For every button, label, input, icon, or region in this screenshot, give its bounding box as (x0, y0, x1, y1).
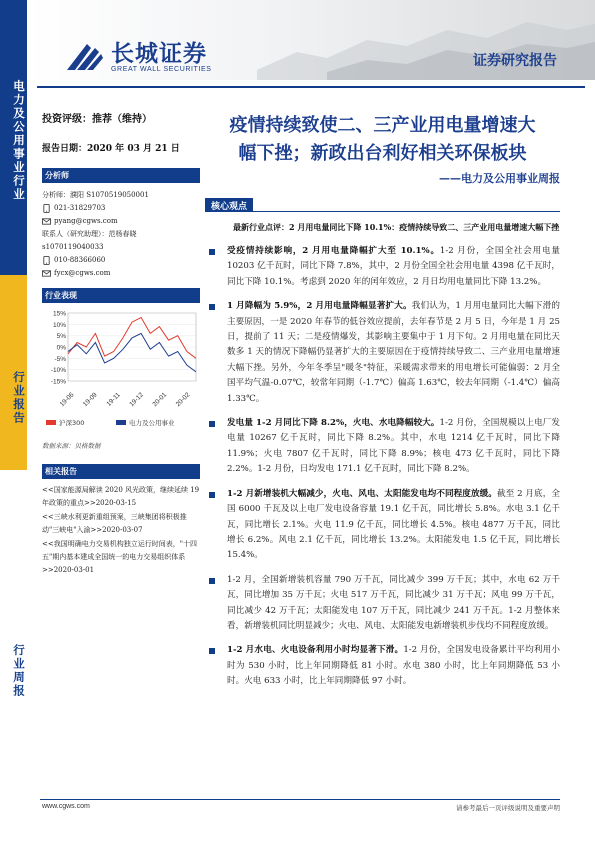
related-section-title: 相关报告 (42, 464, 200, 479)
email-icon (42, 217, 51, 226)
y-tick-label: 10% (52, 321, 66, 329)
bullet-lead: 受疫情持续影响，2 月用电量降幅扩大至 10.1%。 (227, 246, 440, 256)
contact-name: 联系人（研究助理）：范杨春晓 (42, 230, 137, 238)
bullet-item (205, 299, 560, 407)
related-reports-list (42, 484, 200, 577)
industry-performance-chart (42, 307, 200, 437)
bullet-text: 1-2 月份，全国全社会用电量 10203 亿千瓦时，同比下降 7.8%，其中，2 月份全国全社会用电量 4398 亿千瓦时，同比下降 10.1%。考虑到 2020 年的闰年效应，2 月日均用电量同比下降 13.2%。 (227, 246, 560, 287)
investment-rating: 投资评级：推荐（维持） (42, 114, 152, 125)
footer-url[interactable]: www.cgws.com (42, 803, 90, 810)
footer-divider (40, 799, 560, 800)
sidebar-report: 行业报告 (0, 275, 27, 470)
bullet-lead: 发电量 1-2 月同比下降 8.2%，火电、水电降幅较大。 (227, 418, 440, 429)
logo-chinese-name: 长城证券 (111, 40, 207, 67)
report-date: 报告日期：2020 年 03 月 21 日 (42, 144, 180, 154)
y-tick-label: -15% (50, 378, 66, 386)
contact-email (42, 267, 200, 280)
sidebar-industry: 电力及公用事业行业 (0, 0, 27, 275)
vertical-sidebar (0, 0, 27, 841)
bullet-text: 截至 2 月底，全国 6000 千瓦及以上电厂发电设备容量 19.1 亿千瓦，同比增长 5.8%。水电 3.1 亿千瓦，同比增长 2.1%。火电 11.9 亿千瓦，同比增长 4.5%。核电 4877 万千瓦，同比增长 6.2%。风电 2.1 亿千瓦，同比增长 13.2%。太阳能发电 1.5 亿千瓦，同比增长 15.4%。 (227, 488, 560, 561)
report-title (205, 112, 560, 168)
legend-swatch (46, 420, 56, 425)
title-line-2: 幅下挫；新政出台利好相关环保板块 (238, 143, 527, 164)
series-line (68, 333, 196, 372)
bullet-text: 1-2 月份，全国规模以上电厂发电量 10267 亿千瓦时，同比下降 8.2%。其中，水电 1214 亿千瓦时，同比下降 11.9%；火电 7807 亿千瓦时，同比下降 8.9%；核电 473 亿千瓦时，同比下降 2.2%。1-2 月份，日均发电 171.1 亿千瓦时，同比下降 8.2%。 (227, 418, 561, 475)
bullet-square-icon (209, 304, 215, 310)
bullet-square-icon (209, 578, 215, 584)
x-tick-label: 19-06 (58, 391, 76, 409)
phone-icon (42, 204, 51, 213)
title-line-1: 疫情持续致使二、三产业用电量增速大 (229, 115, 536, 136)
bullet-item (205, 244, 560, 290)
analyst-phone (42, 202, 200, 215)
legend-swatch (116, 420, 126, 425)
left-column (42, 110, 200, 578)
performance-section-title: 行业表现 (42, 288, 200, 303)
bullet-lead: 1-2 月水电、火电设备利用小时均显著下滑。 (227, 645, 404, 656)
footer-note: 请参考最后一页评级说明及重要声明 (456, 804, 560, 812)
bullet-square-icon (209, 492, 215, 498)
bullet-item (205, 416, 560, 478)
core-views-label: 核心观点 (205, 198, 253, 212)
legend-label: 沪深300 (59, 419, 85, 427)
logo-english-name: GREAT WALL SECURITIES (111, 65, 212, 73)
header-divider (37, 86, 585, 88)
main-content (205, 112, 560, 690)
x-tick-label: 20-01 (151, 391, 169, 409)
y-tick-label: -5% (54, 355, 66, 363)
phone-icon (42, 256, 51, 265)
bullet-text: 1-2 月份，全国发电设备累计平均利用小时为 530 小时，比上年同期降低 81 小时。水电 380 小时，比上年同期降低 53 小时。火电 633 小时，比上年同期降低 97 小时。 (227, 645, 560, 687)
analyst-email (42, 215, 200, 228)
contact-phone (42, 254, 200, 267)
y-tick-label: 5% (56, 333, 66, 341)
x-tick-label: 19-09 (81, 391, 99, 409)
related-report-item[interactable]: <<国家能源局解读 2020 风光政策，继续延续 19 年政策的重点>>2020-03-15 (42, 486, 200, 507)
bullet-square-icon (209, 648, 215, 654)
bullet-square-icon (209, 249, 215, 255)
bullet-item (205, 487, 560, 564)
related-report-item[interactable]: <<三峡水利更新重组预案，三峡集团将积极推动"三峡电"入渝>>2020-03-07 (42, 513, 187, 534)
core-views-header (205, 198, 560, 212)
bullet-lead: 1 月降幅为 5.9%，2 月用电量降幅显著扩大。 (227, 301, 412, 312)
y-tick-label: 15% (52, 310, 66, 318)
y-tick-label: 0% (56, 344, 66, 352)
contact-email-address[interactable]: fycx@cgws.com (54, 269, 111, 277)
x-tick-label: 19-12 (128, 391, 146, 409)
page-header (27, 0, 595, 88)
legend-label: 电力及公用事业 (129, 419, 175, 427)
contact-phone-number: 010-88366060 (54, 256, 106, 264)
bullet-square-icon (209, 421, 215, 427)
analyst-name: 分析师：濮阳 S1070519050001 (42, 191, 149, 199)
bullet-text: 1-2 月，全国新增装机容量 790 万千瓦，同比减少 399 万千瓦；其中，水电 62 万千瓦，同比增加 35 万千瓦；火电 517 万千瓦，同比减少 31 万千瓦；风电 99 万千瓦，同比减少 42 万千瓦；太阳能发电 107 万千瓦，同比减少 241 万千瓦。1-2 月整体来看，新增装机同比明显减少；火电、风电、太阳能发电新增装机步伐均不同程度放缓。 (227, 574, 560, 631)
bullet-text: 我们认为，1 月用电量同比大幅下滑的主要原因，一是 2020 年春节的低谷效应提前，去年春节是 2 月 5 日，今年是 1 月 25 日，提前了 11 天；二是疫情爆发，其影响主要集中于 1 月下旬。2 月用电量在同比天数多 1 天的情况下降幅仍显著扩大的主要原因在于疫情持续导致二、三产业用电量增速大幅下挫。另外，今年冬季呈"暖冬"特征，采暖需求带来的用电增长可能偏弱：2 月全国平均气温-0.07℃，较常年同期（-1.7℃）偏高 1.63℃，较去年同期（-1.4℃）偏高 1.33℃。 (227, 301, 560, 404)
sidebar-weekly: 行业周报 (0, 470, 27, 841)
bullet-lead: 1-2 月新增装机大幅减少，火电、风电、太阳能发电均不同程度放缓。 (227, 488, 497, 499)
bullet-item (205, 643, 560, 689)
report-type-label: 证券研究报告 (473, 53, 557, 69)
y-tick-label: -10% (50, 367, 66, 375)
report-subtitle: ——电力及公用事业周报 (439, 172, 560, 185)
analyst-email-address[interactable]: pyang@cgws.com (54, 217, 118, 225)
contact-id: s1070119040033 (42, 243, 104, 251)
bullet-item (205, 573, 560, 635)
logo-icon (65, 40, 105, 74)
related-report-item[interactable]: <<我国明确电力交易机构独立运行时间表，"十四五"期内基本建成全国统一的电力交易组织体系>>2020-03-01 (42, 540, 197, 574)
analyst-phone-number: 021-31829703 (54, 204, 106, 212)
analyst-section-title: 分析师 (42, 168, 200, 183)
company-logo (65, 40, 212, 74)
data-source: 数据来源：贝格数据 (42, 442, 101, 450)
analyst-info (42, 189, 200, 280)
email-icon (42, 269, 51, 278)
chart-svg (42, 307, 200, 437)
latest-comment: 最新行业点评：2 月用电量同比下降 10.1%：疫情持续导致二、三产业用电量增速大幅下挫 (233, 222, 560, 232)
x-tick-label: 19-11 (105, 391, 122, 408)
x-tick-label: 20-02 (174, 391, 192, 409)
